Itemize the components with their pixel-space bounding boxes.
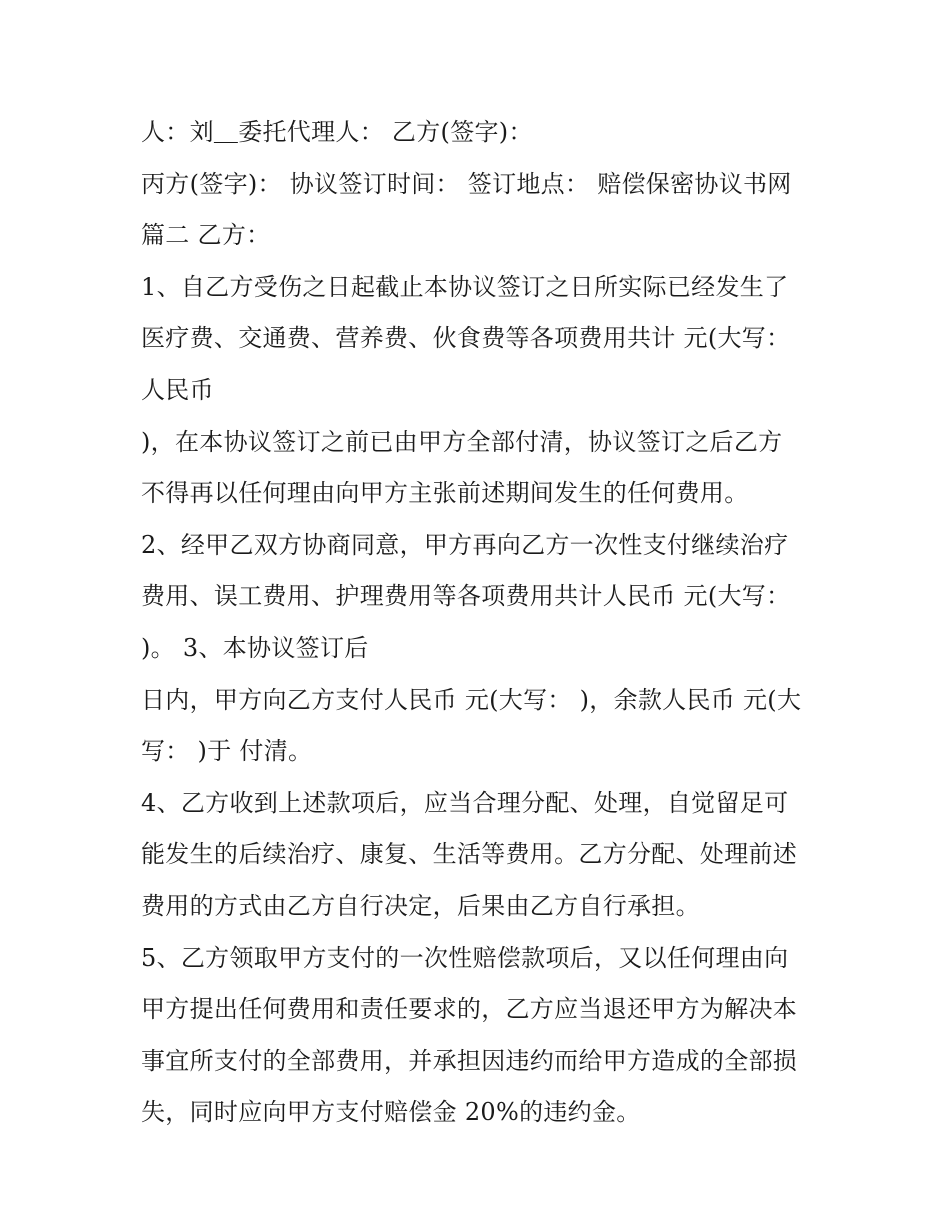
- text-line: 5、乙方领取甲方支付的一次性赔偿款项后，又以任何理由向: [141, 943, 789, 972]
- text-line: 篇二 乙方：: [141, 221, 271, 250]
- text-line: )，在本协议签订之前已由甲方全部付清，协议签订之后乙方: [141, 427, 783, 456]
- text-line: 人民币: [141, 375, 214, 404]
- text-line: 人：刘＿委托代理人： 乙方(签字)：: [141, 118, 533, 146]
- text-line: 1、自乙方受伤之日起截止本协议签订之日所实际已经发生了: [141, 272, 789, 301]
- text-line: 日内，甲方向乙方支付人民币 元(大写： )，余款人民币 元(大: [141, 685, 802, 714]
- text-line: 甲方提出任何费用和责任要求的，乙方应当退还甲方为解决本: [141, 995, 798, 1024]
- text-line: 4、乙方收到上述款项后，应当合理分配、处理，自觉留足可: [141, 788, 789, 817]
- text-line: 不得再以任何理由向甲方主张前述期间发生的任何费用。: [141, 479, 749, 508]
- text-line: 能发生的后续治疗、康复、生活等费用。乙方分配、处理前述: [141, 840, 798, 869]
- text-line: 费用的方式由乙方自行决定，后果由乙方自行承担。: [141, 891, 700, 920]
- text-line: 失，同时应向甲方支付赔偿金 20%的违约金。: [141, 1098, 641, 1127]
- document-body: [141, 107, 821, 1139]
- text-line: 写： )于 付清。: [141, 737, 313, 766]
- text-line: )。 3、本协议签订后: [141, 633, 369, 662]
- text-line: 费用、误工费用、护理费用等各项费用共计人民币 元(大写：: [141, 582, 791, 611]
- text-line: 事宜所支付的全部费用，并承担因违约而给甲方造成的全部损: [141, 1046, 798, 1075]
- text-line: 丙方(签字)： 协议签订时间： 签订地点： 赔偿保密协议书网: [141, 169, 792, 198]
- text-line: 2、经甲乙双方协商同意，甲方再向乙方一次性支付继续治疗: [141, 530, 789, 559]
- text-line: 医疗费、交通费、营养费、伙食费等各项费用共计 元(大写：: [141, 324, 791, 353]
